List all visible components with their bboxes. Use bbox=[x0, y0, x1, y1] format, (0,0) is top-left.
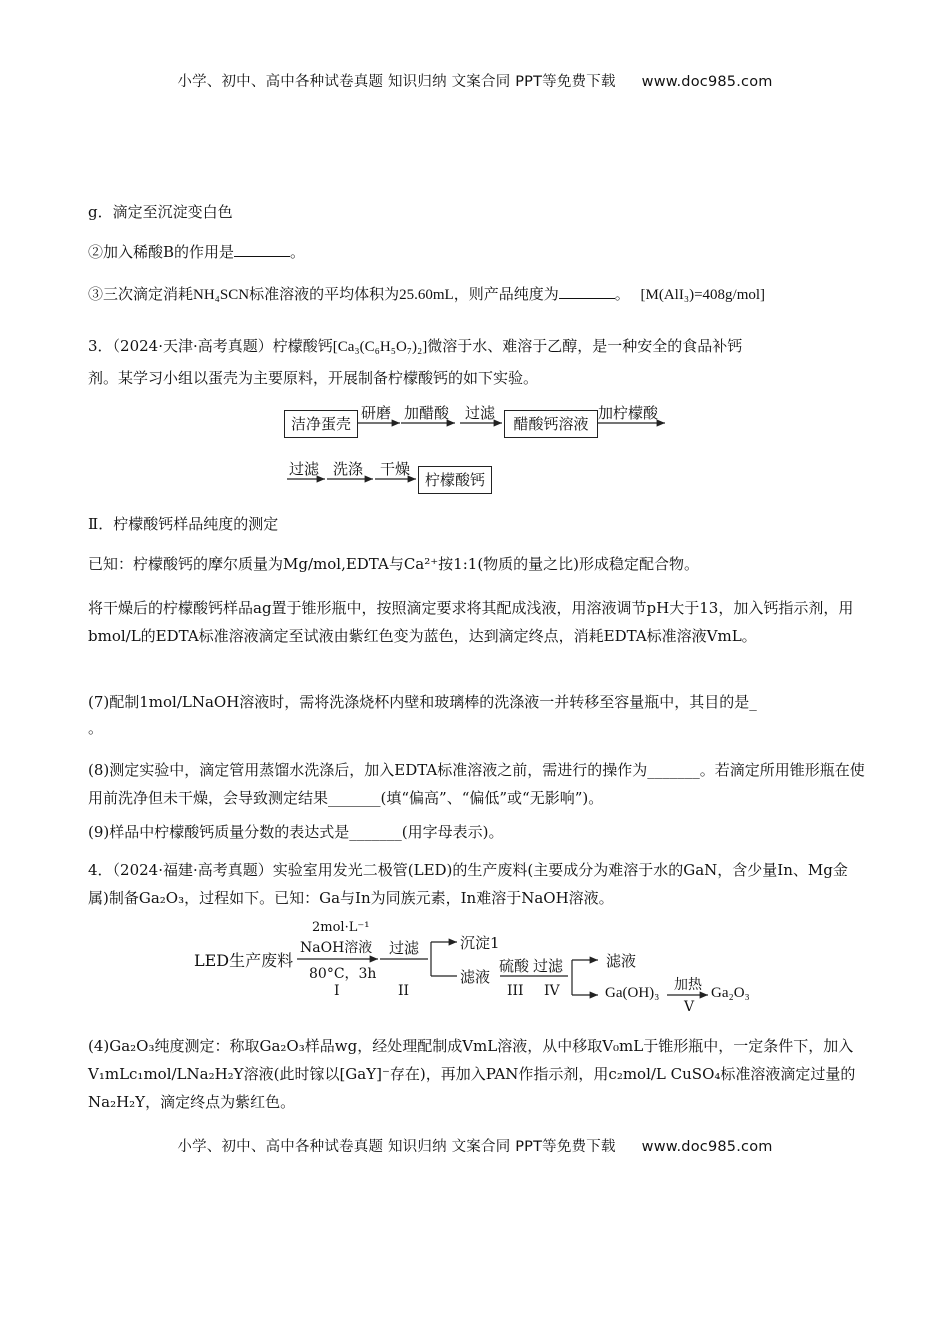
problem-4: 4．（2024·福建·高考真题）实验室用发光二极管(LED)的生产废料(主要成分为难溶于水的GaN，含少量In、Mg金属)制备Ga₂O₃，过程如下。已知：Ga与In为同族元素，In难溶于NaOH溶液。 bbox=[88, 861, 848, 907]
problem-3-line2: 剂。某学习小组以蛋壳为主要原料，开展制备柠檬酸钙的如下实验。 bbox=[88, 369, 539, 387]
step-add-acetic: 加醋酸 bbox=[404, 404, 450, 422]
step-wash: 洗涤 bbox=[333, 460, 364, 478]
filtrate-2: 滤液 bbox=[606, 952, 637, 970]
step-iv: IV bbox=[544, 983, 560, 999]
step-iii: III bbox=[507, 983, 524, 999]
step-filter-2: 过滤 bbox=[289, 460, 320, 478]
cond-conc: 2mol·L⁻¹ bbox=[312, 920, 370, 935]
led-waste: LED生产废料 bbox=[194, 951, 294, 970]
sulfuric-acid: 硫酸 bbox=[499, 957, 530, 975]
header-text: 小学、初中、高中各种试卷真题 知识归纳 文案合同 PPT等免费下载 bbox=[177, 74, 616, 90]
procedure-paragraph: 将干燥后的柠檬酸钙样品ag置于锥形瓶中，按照滴定要求将其配成浅液，用溶液调节pH大于13，加入钙指示剂，用bmol/L的EDTA标准溶液滴定至试液由紫红色变为蓝色，达到滴定终点，消耗EDTA标准溶液VmL。 bbox=[88, 599, 854, 645]
question-8: (8)测定实验中，滴定管用蒸馏水洗涤后，加入EDTA标准溶液之前，需进行的操作为_______。若滴定所用锥形瓶在使用前洗净但未干燥，会导致测定结果_______(填“偏高”、“偏低”或“无影响”)。 bbox=[88, 761, 865, 807]
cond-temp: 80°C，3h bbox=[309, 966, 377, 982]
heat: 加热 bbox=[674, 977, 702, 993]
footer-url[interactable]: www.doc985.com bbox=[641, 1139, 773, 1155]
problem-3-line1: 3．（2024·天津·高考真题）柠檬酸钙[Ca₃(C₆H₅O₇)₂]微溶于水、难溶于乙醇，是一种安全的食品补钙 bbox=[88, 337, 743, 355]
step-v: V bbox=[684, 999, 695, 1015]
question-4: (4)Ga₂O₃纯度测定：称取Ga₂O₃样品wg，经处理配制成VmL溶液，从中移取V₀mL于锥形瓶中，一定条件下，加入V₁mLc₁mol/LNa₂H₂Y溶液(此时镓以[GaY]⁻存在)，再加入PAN作指示剂，用c₂mol/L CuSO₄标准溶液滴定过量的Na₂H₂Y，滴定终点为紫红色。 bbox=[88, 1037, 856, 1111]
page-footer bbox=[0, 1135, 950, 1156]
step-i: I bbox=[334, 983, 340, 999]
question-3: ③三次滴定消耗NH₄SCN标准溶液的平均体积为25.60mL，则产品纯度为 。 [M(AlI₃)=408g/mol] bbox=[88, 285, 766, 303]
flow-filter-1: 过滤 bbox=[389, 939, 420, 957]
flow-filter-2: 过滤 bbox=[533, 957, 564, 975]
cond-naoh: NaOH溶液 bbox=[300, 940, 373, 956]
question-2: ②加入稀酸B的作用是 。 bbox=[88, 243, 306, 261]
filtrate-1: 滤液 bbox=[460, 968, 491, 986]
step-filter: 过滤 bbox=[465, 404, 496, 422]
question-7-end: 。 bbox=[88, 719, 104, 737]
header-url[interactable]: www.doc985.com bbox=[641, 74, 773, 90]
step-ii: II bbox=[398, 983, 410, 999]
option-g: g．滴定至沉淀变白色 bbox=[88, 203, 233, 221]
question-9: (9)样品中柠檬酸钙质量分数的表达式是_______(用字母表示)。 bbox=[88, 823, 504, 841]
known-info: 已知：柠檬酸钙的摩尔质量为Mg/mol,EDTA与Ca²⁺按1:1(物质的量之比)形成稳定配合物。 bbox=[88, 555, 700, 573]
gallium-hydroxide: Ga(OH)₃ bbox=[605, 985, 660, 1001]
question-7: (7)配制1mol/LNaOH溶液时，需将洗涤烧杯内壁和玻璃棒的洗涤液一并转移至容量瓶中，其目的是_ bbox=[88, 693, 757, 711]
gallium-oxide: Ga₂O₃ bbox=[711, 985, 750, 1001]
step-add-citric: 加柠檬酸 bbox=[598, 404, 659, 422]
step-dry: 干燥 bbox=[380, 460, 411, 478]
box-calcium-citrate: 柠檬酸钙 bbox=[418, 466, 492, 494]
precipitate-1: 沉淀1 bbox=[460, 934, 500, 952]
step-grind: 研磨 bbox=[361, 404, 392, 422]
box-clean-eggshell: 洁净蛋壳 bbox=[284, 410, 358, 438]
section-ii-title: Ⅱ．柠檬酸钙样品纯度的测定 bbox=[88, 515, 279, 533]
box-calcium-acetate: 醋酸钙溶液 bbox=[504, 410, 598, 438]
footer-text: 小学、初中、高中各种试卷真题 知识归纳 文案合同 PPT等免费下载 bbox=[177, 1139, 616, 1155]
